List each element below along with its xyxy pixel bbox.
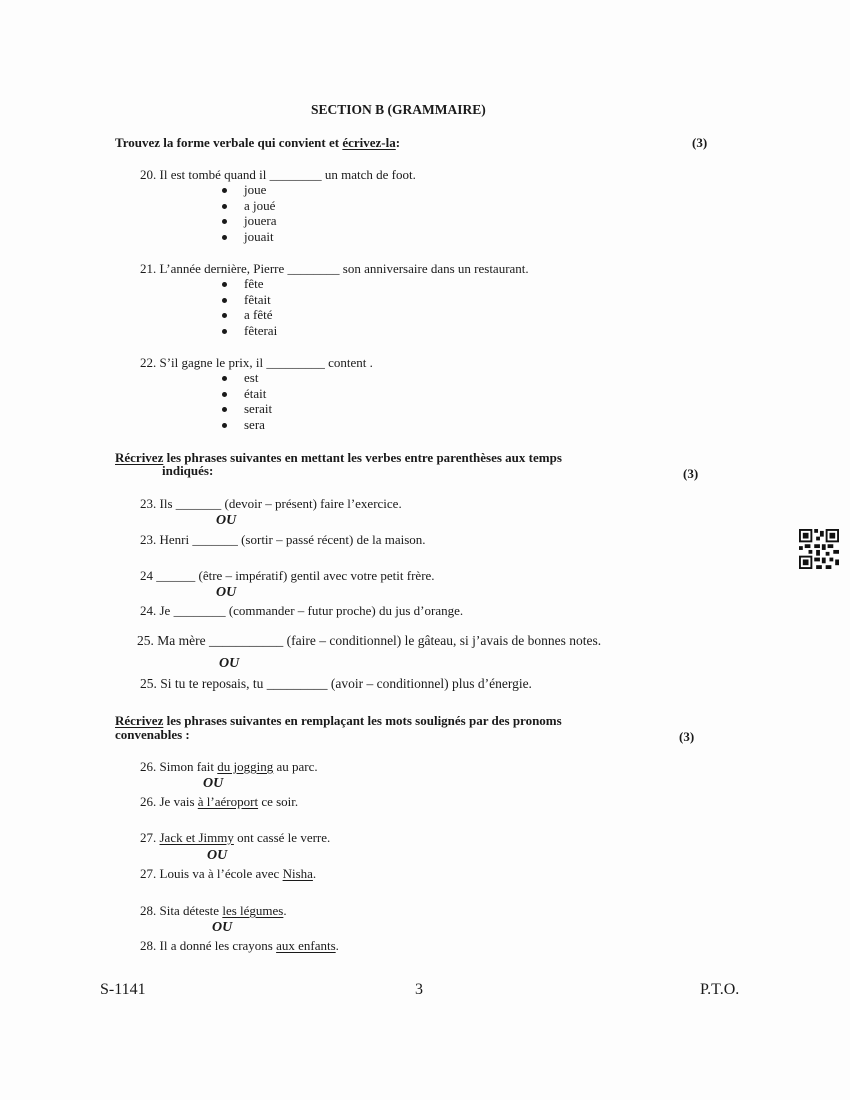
option: était <box>222 386 272 402</box>
question-24b: 24. Je ________ (commander – futur proche) du jus d’orange. <box>140 603 464 618</box>
question-23a: 23. Ils _______ (devoir – présent) faire l’exercice. <box>140 496 402 511</box>
option: fêterai <box>222 323 277 339</box>
question-20: 20. Il est tombé quand il ________ un match de foot. <box>140 167 416 182</box>
or-label: OU <box>219 656 240 671</box>
option: serait <box>222 401 272 417</box>
or-label: OU <box>216 513 237 528</box>
or-label: OU <box>216 585 237 600</box>
options-22 <box>222 370 272 432</box>
option: a joué <box>222 198 276 214</box>
question-26b: 26. Je vais à l’aéroport ce soir. <box>140 794 299 809</box>
part2-marks: (3) <box>683 466 699 481</box>
option: fête <box>222 276 277 292</box>
option: jouait <box>222 229 276 245</box>
or-label: OU <box>203 776 224 791</box>
question-23b: 23. Henri _______ (sortir – passé récent) de la maison. <box>140 532 426 547</box>
or-label: OU <box>212 920 233 935</box>
pto-label: P.T.O. <box>700 981 740 998</box>
part3-instruction-line1: Récrivez les phrases suivantes en remplaçant les mots soulignés par des pronoms <box>115 713 562 728</box>
part3-marks: (3) <box>679 729 695 744</box>
or-label: OU <box>207 848 228 863</box>
question-25a: 25. Ma mère ___________ (faire – conditionnel) le gâteau, si j’avais de bonnes notes. <box>137 633 602 648</box>
question-27b: 27. Louis va à l’école avec Nisha. <box>140 866 317 881</box>
option: est <box>222 370 272 386</box>
question-27a: 27. Jack et Jimmy ont cassé le verre. <box>140 830 331 845</box>
option: fêtait <box>222 292 277 308</box>
options-21 <box>222 276 277 338</box>
part3-instruction-line2: convenables : <box>115 727 190 742</box>
question-25b: 25. Si tu te reposais, tu _________ (avoir – conditionnel) plus d’énergie. <box>140 676 532 691</box>
option: joue <box>222 182 276 198</box>
question-22: 22. S’il gagne le prix, il _________ content . <box>140 355 373 370</box>
part2-instruction-line1: Récrivez les phrases suivantes en mettant les verbes entre parenthèses aux temps <box>115 450 562 465</box>
part1-instruction: Trouvez la forme verbale qui convient et écrivez-la: <box>115 135 401 150</box>
paper-code: S-1141 <box>100 981 146 998</box>
options-20 <box>222 182 276 244</box>
qr-code-icon <box>799 529 839 569</box>
question-24a: 24 ______ (être – impératif) gentil avec votre petit frère. <box>140 568 435 583</box>
option: a fêté <box>222 307 277 323</box>
option: sera <box>222 417 272 433</box>
question-28a: 28. Sita déteste les légumes. <box>140 903 287 918</box>
question-21: 21. L’année dernière, Pierre ________ son anniversaire dans un restaurant. <box>140 261 529 276</box>
part2-instruction-line2: indiqués: <box>162 463 214 478</box>
question-26a: 26. Simon fait du jogging au parc. <box>140 759 318 774</box>
part1-marks: (3) <box>692 135 708 150</box>
page-number: 3 <box>415 981 423 998</box>
section-title: SECTION B (GRAMMAIRE) <box>311 102 486 117</box>
option: jouera <box>222 213 276 229</box>
question-28b: 28. Il a donné les crayons aux enfants. <box>140 938 339 953</box>
